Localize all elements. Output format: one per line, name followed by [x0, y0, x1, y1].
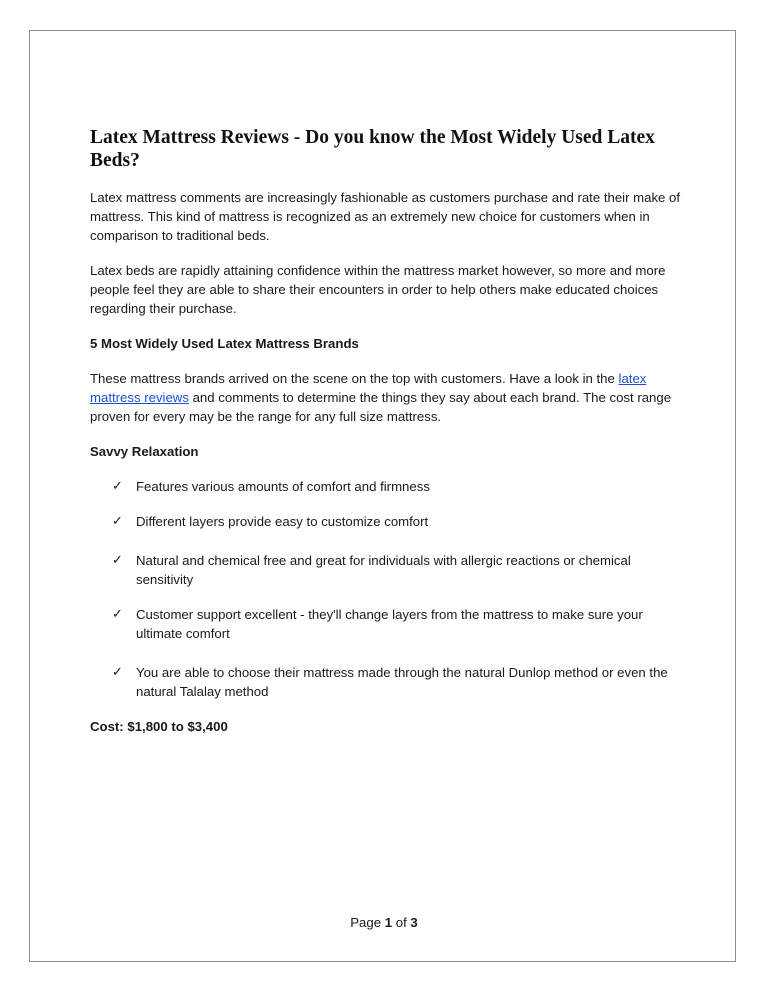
- feature-text: Different layers provide easy to customize comfort: [136, 514, 429, 529]
- document-title: Latex Mattress Reviews - Do you know the Most Widely Used Latex Beds?: [90, 127, 655, 171]
- check-icon: ✓: [112, 665, 123, 680]
- brands-text-before-link: These mattress brands arrived on the scene on the top with customers. Have a look in the: [90, 371, 619, 386]
- cost-line: Cost: $1,800 to $3,400: [90, 719, 228, 734]
- check-icon: ✓: [112, 607, 123, 622]
- feature-text: Customer support excellent - they'll change layers from the mattress to make sure your ultimate comfort: [136, 607, 643, 641]
- brands-text-after-link: and comments to determine the things they say about each brand. The cost range proven for every may be the range for any full size mattress.: [90, 390, 672, 424]
- check-icon: ✓: [112, 479, 123, 494]
- page-label: Page: [350, 915, 382, 930]
- list-item: [90, 477, 690, 496]
- of-label: of: [395, 915, 407, 930]
- list-item: [90, 605, 690, 643]
- list-item: [90, 512, 690, 531]
- intro-paragraph: Latex mattress comments are increasingly fashionable as customers purchase and rate their make of mattress. This kind of mattress is recognized as an extremely new choice for customers when in comparison to traditional beds.: [90, 190, 681, 243]
- second-paragraph: Latex beds are rapidly attaining confidence within the mattress market however, so more and more people feel they are able to share their encounters in order to help others make educated choices regarding their purchase.: [90, 263, 666, 316]
- list-item: [90, 551, 690, 589]
- brand-heading: Savvy Relaxation: [90, 444, 199, 459]
- page-footer: [0, 914, 768, 932]
- section-heading: 5 Most Widely Used Latex Mattress Brands: [90, 336, 359, 351]
- latex-mattress-reviews-link[interactable]: latex mattress reviews: [90, 371, 647, 405]
- document-body: [90, 126, 690, 736]
- list-item: [90, 663, 690, 701]
- total-pages-number: 3: [410, 915, 418, 930]
- feature-list: [90, 477, 690, 701]
- check-icon: ✓: [112, 514, 123, 529]
- check-icon: ✓: [112, 553, 123, 568]
- feature-text: You are able to choose their mattress made through the natural Dunlop method or even the natural Talalay method: [136, 665, 668, 699]
- current-page-number: 1: [384, 915, 393, 930]
- feature-text: Features various amounts of comfort and firmness: [136, 479, 430, 494]
- brands-paragraph: [90, 369, 690, 426]
- feature-text: Natural and chemical free and great for individuals with allergic reactions or chemical sensitivity: [136, 553, 631, 587]
